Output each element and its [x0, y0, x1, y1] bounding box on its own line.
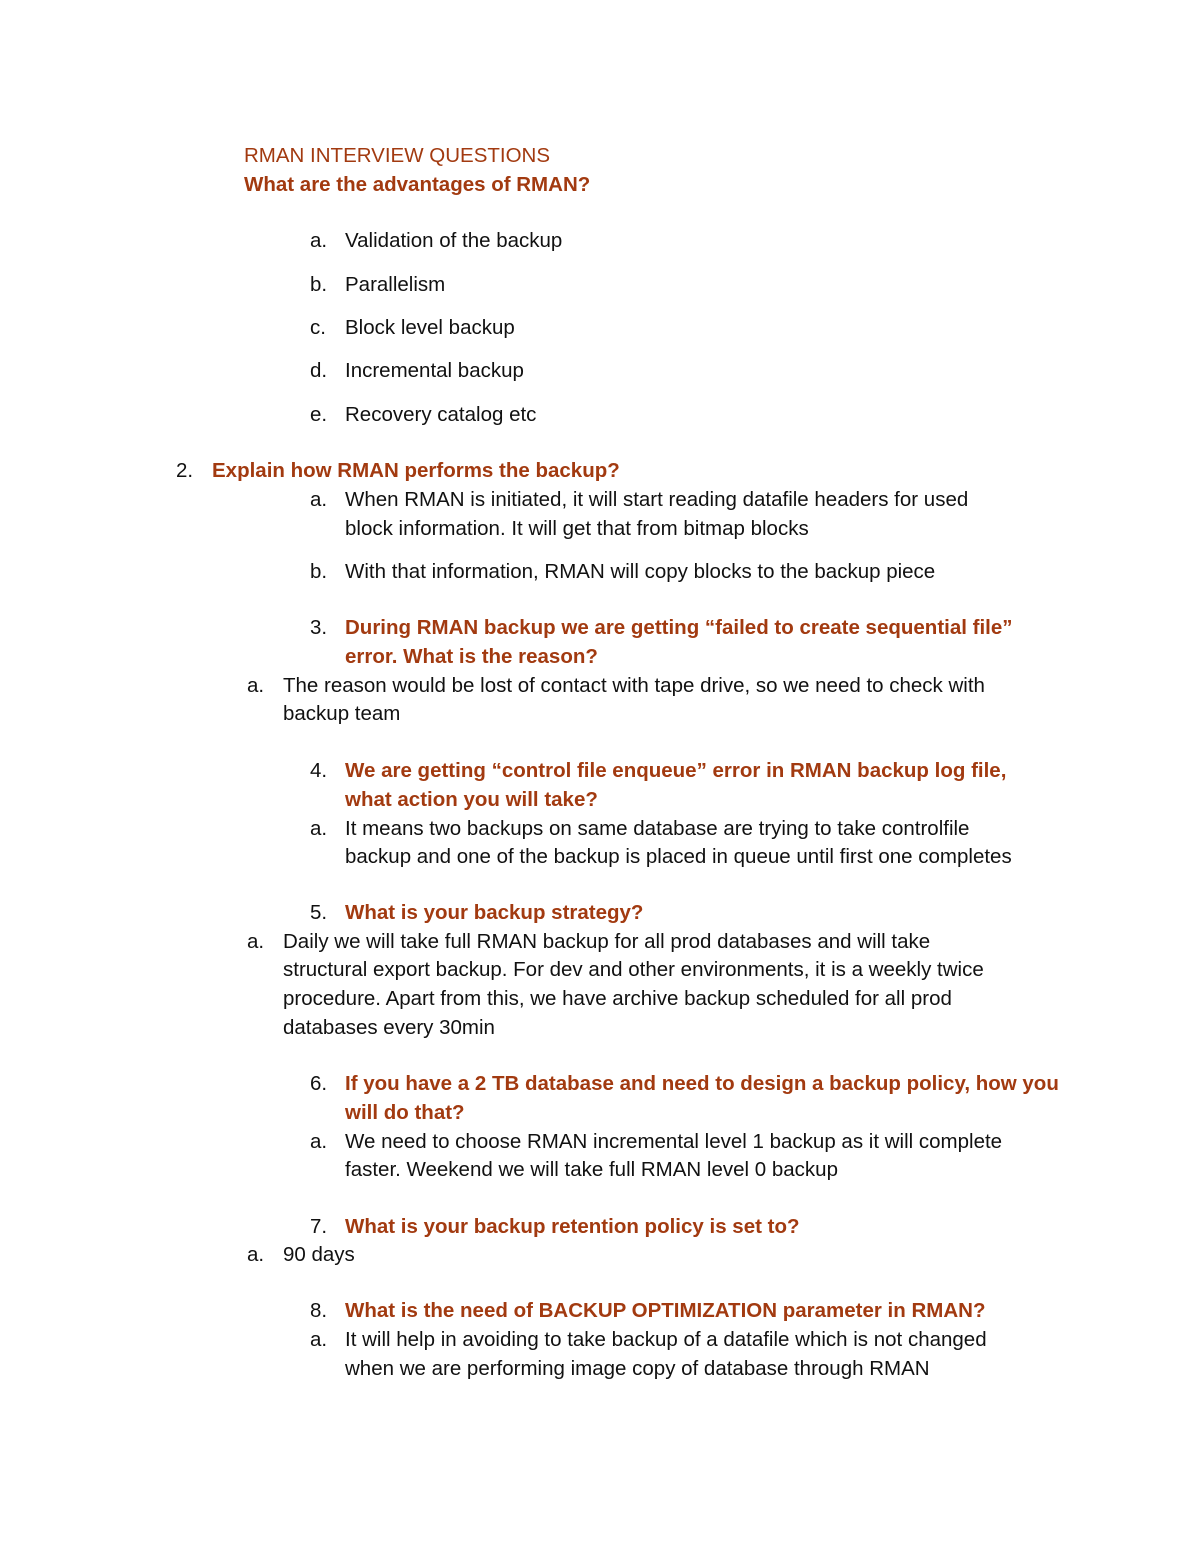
- q1-answer-d: Incremental backup: [345, 359, 524, 382]
- q8-answer-line-1: It will help in avoiding to take backup of a datafile which is not changed: [345, 1328, 987, 1351]
- question-number: 6.: [310, 1072, 328, 1095]
- q2-answer-a-line-2: block information. It will get that from bitmap blocks: [345, 517, 809, 540]
- q6-answer-line-1: We need to choose RMAN incremental level 1 backup as it will complete: [345, 1130, 1003, 1153]
- question-6-line-1: If you have a 2 TB database and need to design a backup policy, how you: [345, 1072, 1059, 1095]
- question-2: Explain how RMAN performs the backup?: [212, 459, 620, 482]
- q1-answer-b: Parallelism: [345, 273, 446, 296]
- q7-answer: 90 days: [283, 1243, 355, 1266]
- question-number: 5.: [310, 901, 328, 924]
- question-3-line-2: error. What is the reason?: [345, 645, 598, 668]
- q4-answer-line-2: backup and one of the backup is placed in queue until first one completes: [345, 845, 1012, 868]
- answer-marker: a.: [310, 1130, 328, 1153]
- answer-marker: a.: [310, 1328, 328, 1351]
- question-6-line-2: will do that?: [345, 1101, 465, 1124]
- question-4-line-1: We are getting “control file enqueue” error in RMAN backup log file,: [345, 759, 1007, 782]
- q3-answer-line-1: The reason would be lost of contact with tape drive, so we need to check with: [283, 674, 985, 697]
- q8-answer-line-2: when we are performing image copy of database through RMAN: [345, 1357, 930, 1380]
- question-number: 2.: [176, 459, 194, 482]
- q2-answer-b: With that information, RMAN will copy blocks to the backup piece: [345, 560, 936, 583]
- answer-marker: b.: [310, 560, 328, 583]
- question-1: What are the advantages of RMAN?: [244, 173, 591, 196]
- q5-answer-line-4: databases every 30min: [283, 1016, 495, 1039]
- q5-answer-line-1: Daily we will take full RMAN backup for all prod databases and will take: [283, 930, 931, 953]
- q4-answer-line-1: It means two backups on same database are trying to take controlfile: [345, 817, 970, 840]
- answer-marker: a.: [247, 930, 265, 953]
- q1-answer-e: Recovery catalog etc: [345, 403, 537, 426]
- question-number: 8.: [310, 1299, 328, 1322]
- question-number: 4.: [310, 759, 328, 782]
- answer-marker: a.: [310, 817, 328, 840]
- question-number: 7.: [310, 1215, 328, 1238]
- answer-marker: b.: [310, 273, 328, 296]
- question-number: 3.: [310, 616, 328, 639]
- q1-answer-a: Validation of the backup: [345, 229, 563, 252]
- q5-answer-line-3: procedure. Apart from this, we have archive backup scheduled for all prod: [283, 987, 952, 1010]
- document-title: RMAN INTERVIEW QUESTIONS: [244, 144, 551, 167]
- question-4-line-2: what action you will take?: [345, 788, 598, 811]
- answer-marker: c.: [310, 316, 326, 339]
- question-3-line-1: During RMAN backup we are getting “failed to create sequential file”: [345, 616, 1013, 639]
- question-5: What is your backup strategy?: [345, 901, 644, 924]
- question-8: What is the need of BACKUP OPTIMIZATION parameter in RMAN?: [345, 1299, 986, 1322]
- answer-marker: a.: [310, 488, 328, 511]
- answer-marker: d.: [310, 359, 328, 382]
- q1-answer-c: Block level backup: [345, 316, 515, 339]
- answer-marker: a.: [247, 1243, 265, 1266]
- answer-marker: a.: [310, 229, 328, 252]
- q2-answer-a-line-1: When RMAN is initiated, it will start reading datafile headers for used: [345, 488, 969, 511]
- q5-answer-line-2: structural export backup. For dev and other environments, it is a weekly twice: [283, 958, 984, 981]
- answer-marker: a.: [247, 674, 265, 697]
- q3-answer-line-2: backup team: [283, 702, 401, 725]
- question-7: What is your backup retention policy is set to?: [345, 1215, 800, 1238]
- answer-marker: e.: [310, 403, 328, 426]
- q6-answer-line-2: faster. Weekend we will take full RMAN level 0 backup: [345, 1158, 838, 1181]
